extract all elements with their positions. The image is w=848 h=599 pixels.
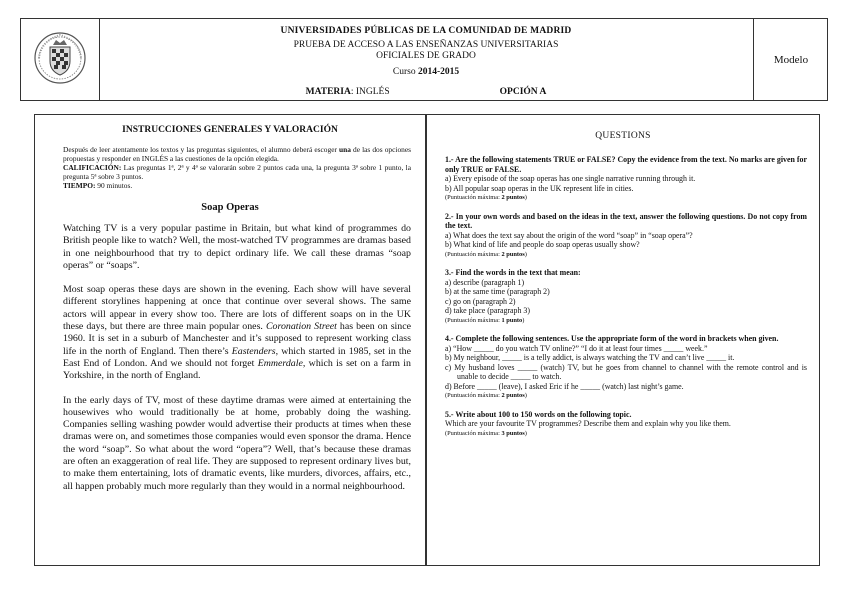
calificacion-label: CALIFICACIÓN: [63,163,122,172]
article-paragraph-1: Watching TV is a very popular pastime in Britain, but what kind of programmes do British people like to watch? Well, the most-watched TV programmes are dramas based in one neighbourhood that try to depict ordinary life. We call these dramas “soap operas” or “soaps”. [63,223,411,271]
calificacion-text: Las preguntas 1ª, 2ª y 4ª se valorarán sobre 2 puntos cada una, la pregunta 3ª sobre 1 punto, la pregunta 5ª sobre 3 puntos. [63,163,411,181]
question-heading: 3.- Find the words in the text that mean: [445,268,581,277]
score-label: (Puntuación máxima: [445,429,502,437]
course-label: Curso [392,67,416,77]
tiempo-text: 90 minutos. [95,181,133,190]
question-heading: 2.- In your own words and based on the ideas in the text, answer the following questions. Do not copy from the text. [445,211,807,230]
question-item: a) What does the text say about the origin of the word “soap” in “soap opera”? [445,230,693,240]
tiempo-label: TIEMPO: [63,181,96,190]
header-center [99,19,753,100]
instructions-text: Después de leer atentamente los textos y las preguntas siguientes, el alumno deberá escoger [63,145,340,154]
question-text: Which are your favourite TV programmes? Describe them and explain why you like them. [445,419,731,428]
question-2 [445,212,807,260]
questions-title: QUESTIONS [595,131,651,141]
university-name: UNIVERSIDADES PÚBLICAS DE LA COMUNIDAD DE MADRID [280,26,572,36]
question-item: a) “How _____ do you watch TV online?” “I do it at least four times _____ week.” [445,343,708,353]
logo-cell [21,19,100,100]
question-item: b) All popular soap operas in the UK represent life in cities. [445,183,634,193]
exam-title-line2: OFICIALES DE GRADO [376,51,476,61]
exam-header [20,18,828,101]
show-title-coronation-street: Coronation Street [265,321,337,333]
questions-list [445,155,807,438]
exam-title [99,40,753,62]
score-end: ) [522,316,525,324]
university-seal-icon [33,29,87,87]
question-score [445,429,807,439]
article-title: Soap Operas [201,202,259,213]
p2-text-a: Most soap operas these days are shown in the evening. Each show will have several different storylines happening at once that continue over several shows. The same actors will appear in every show too. There are lots of different soaps on in the UK these days, but there are three main popular ones. [63,284,411,333]
score-label: (Puntuación máxima: [445,250,502,258]
question-item: d) take place (paragraph 3) [445,306,530,315]
model-cell [753,19,828,100]
article-paragraph-2 [63,284,411,382]
score-value: 2 puntos [501,392,525,399]
course-line [99,67,753,77]
article-body [63,223,411,493]
p2-text-g: , which is set on a farm in Yorkshire, in the north of England. [63,357,411,382]
question-1 [445,155,807,203]
question-heading: 4.- Complete the following sentences. Use the appropriate form of the word in brackets when given. [445,334,779,343]
score-label: (Puntuación máxima: [445,194,502,201]
instructions-text-end: de las dos opciones propuestas y responder en INGLÉS a las cuestiones de la opción elegida. [63,145,411,163]
score-end: ) [524,392,527,399]
question-score [445,391,807,401]
question-item: b) My neighbour, _____ is a telly addict, is always watching the TV and can’t live _____ it. [445,353,735,362]
question-3 [445,268,807,325]
instructions-block [63,145,411,190]
option-label: OPCIÓN A [499,87,547,97]
p2-text-c: has been on since 1960. It is set in a suburb of Manchester and it’s supposed to represent working class life in the north of England. Then there’s [63,321,411,357]
course-value: 2014-2015 [417,67,460,77]
exam-title-line1: PRUEBA DE ACCESO A LAS ENSEÑANZAS UNIVERSITARIAS [293,40,559,50]
question-item: c) My husband loves _____ (watch) TV, but he goes from channel to channel with the remote control and is unable to decide _____ to watch. [445,362,807,381]
score-label: (Puntuación máxima: [445,316,502,324]
question-score [445,316,807,326]
question-4 [445,334,807,401]
question-score [445,250,807,260]
p2-text-e: , which started in 1985, set in the East End of London. And we should not forget [63,345,411,369]
text-column [34,114,426,566]
question-item: b) What kind of life and people do soap operas usually show? [445,240,640,249]
score-end: ) [524,250,527,258]
question-heading: 5.- Write about 100 to 150 words on the following topic. [445,409,632,419]
question-item: a) describe (paragraph 1) [445,277,525,287]
question-item: a) Every episode of the soap operas has one single narrative running through it. [445,174,696,183]
subject-label: MATERIA [305,87,351,97]
score-value: 2 puntos [501,250,525,258]
model-label: Modelo [773,53,809,66]
score-end: ) [524,429,527,437]
instructions-title: INSTRUCCIONES GENERALES Y VALORACIÓN [122,125,338,135]
question-heading: 1.- Are the following statements TRUE or FALSE? Copy the evidence from the text. No marks are given for only TRUE or FALSE. [445,155,807,174]
score-label: (Puntuación máxima: [445,392,502,399]
instructions-emphasis: una [339,145,351,154]
tiempo-line [63,181,411,190]
questions-column [426,114,820,566]
show-title-eastenders: Eastenders [231,345,276,357]
instructions-paragraph [63,145,411,163]
score-value: 1 punto [501,316,523,324]
calificacion-line [63,163,411,181]
question-item: d) Before _____ (leave), I asked Eric if he _____ (watch) last night’s game. [445,381,684,391]
question-5 [445,410,807,439]
question-score [445,193,807,203]
subject-line [99,87,753,97]
score-value: 3 puntos [501,429,525,437]
score-value: 2 puntos [501,194,525,201]
show-title-emmerdale: Emmerdale [257,357,303,369]
subject-value: : INGLÉS [350,87,390,97]
score-end: ) [524,194,527,201]
article-paragraph-3: In the early days of TV, most of these daytime dramas were aimed at entertaining the housewives who would traditionally be at home, probably doing the washing. Companies selling washing powder would advertise their products at times when these dramas were on, and sometimes those companies would even sponsor the drama. Hence the word “soap”. So what about the word “opera”? Well, that’s because these dramas are often an exaggeration of real life. They are supposed to represent ordinary lives but, to make them entertaining, lots of dramatic events, like murders, divorces, affairs, etc., all happen probably much more regularly than they would in a normal neighbourhood. [63,394,411,492]
question-item: c) go on (paragraph 2) [445,296,516,306]
question-item: b) at the same time (paragraph 2) [445,287,550,296]
